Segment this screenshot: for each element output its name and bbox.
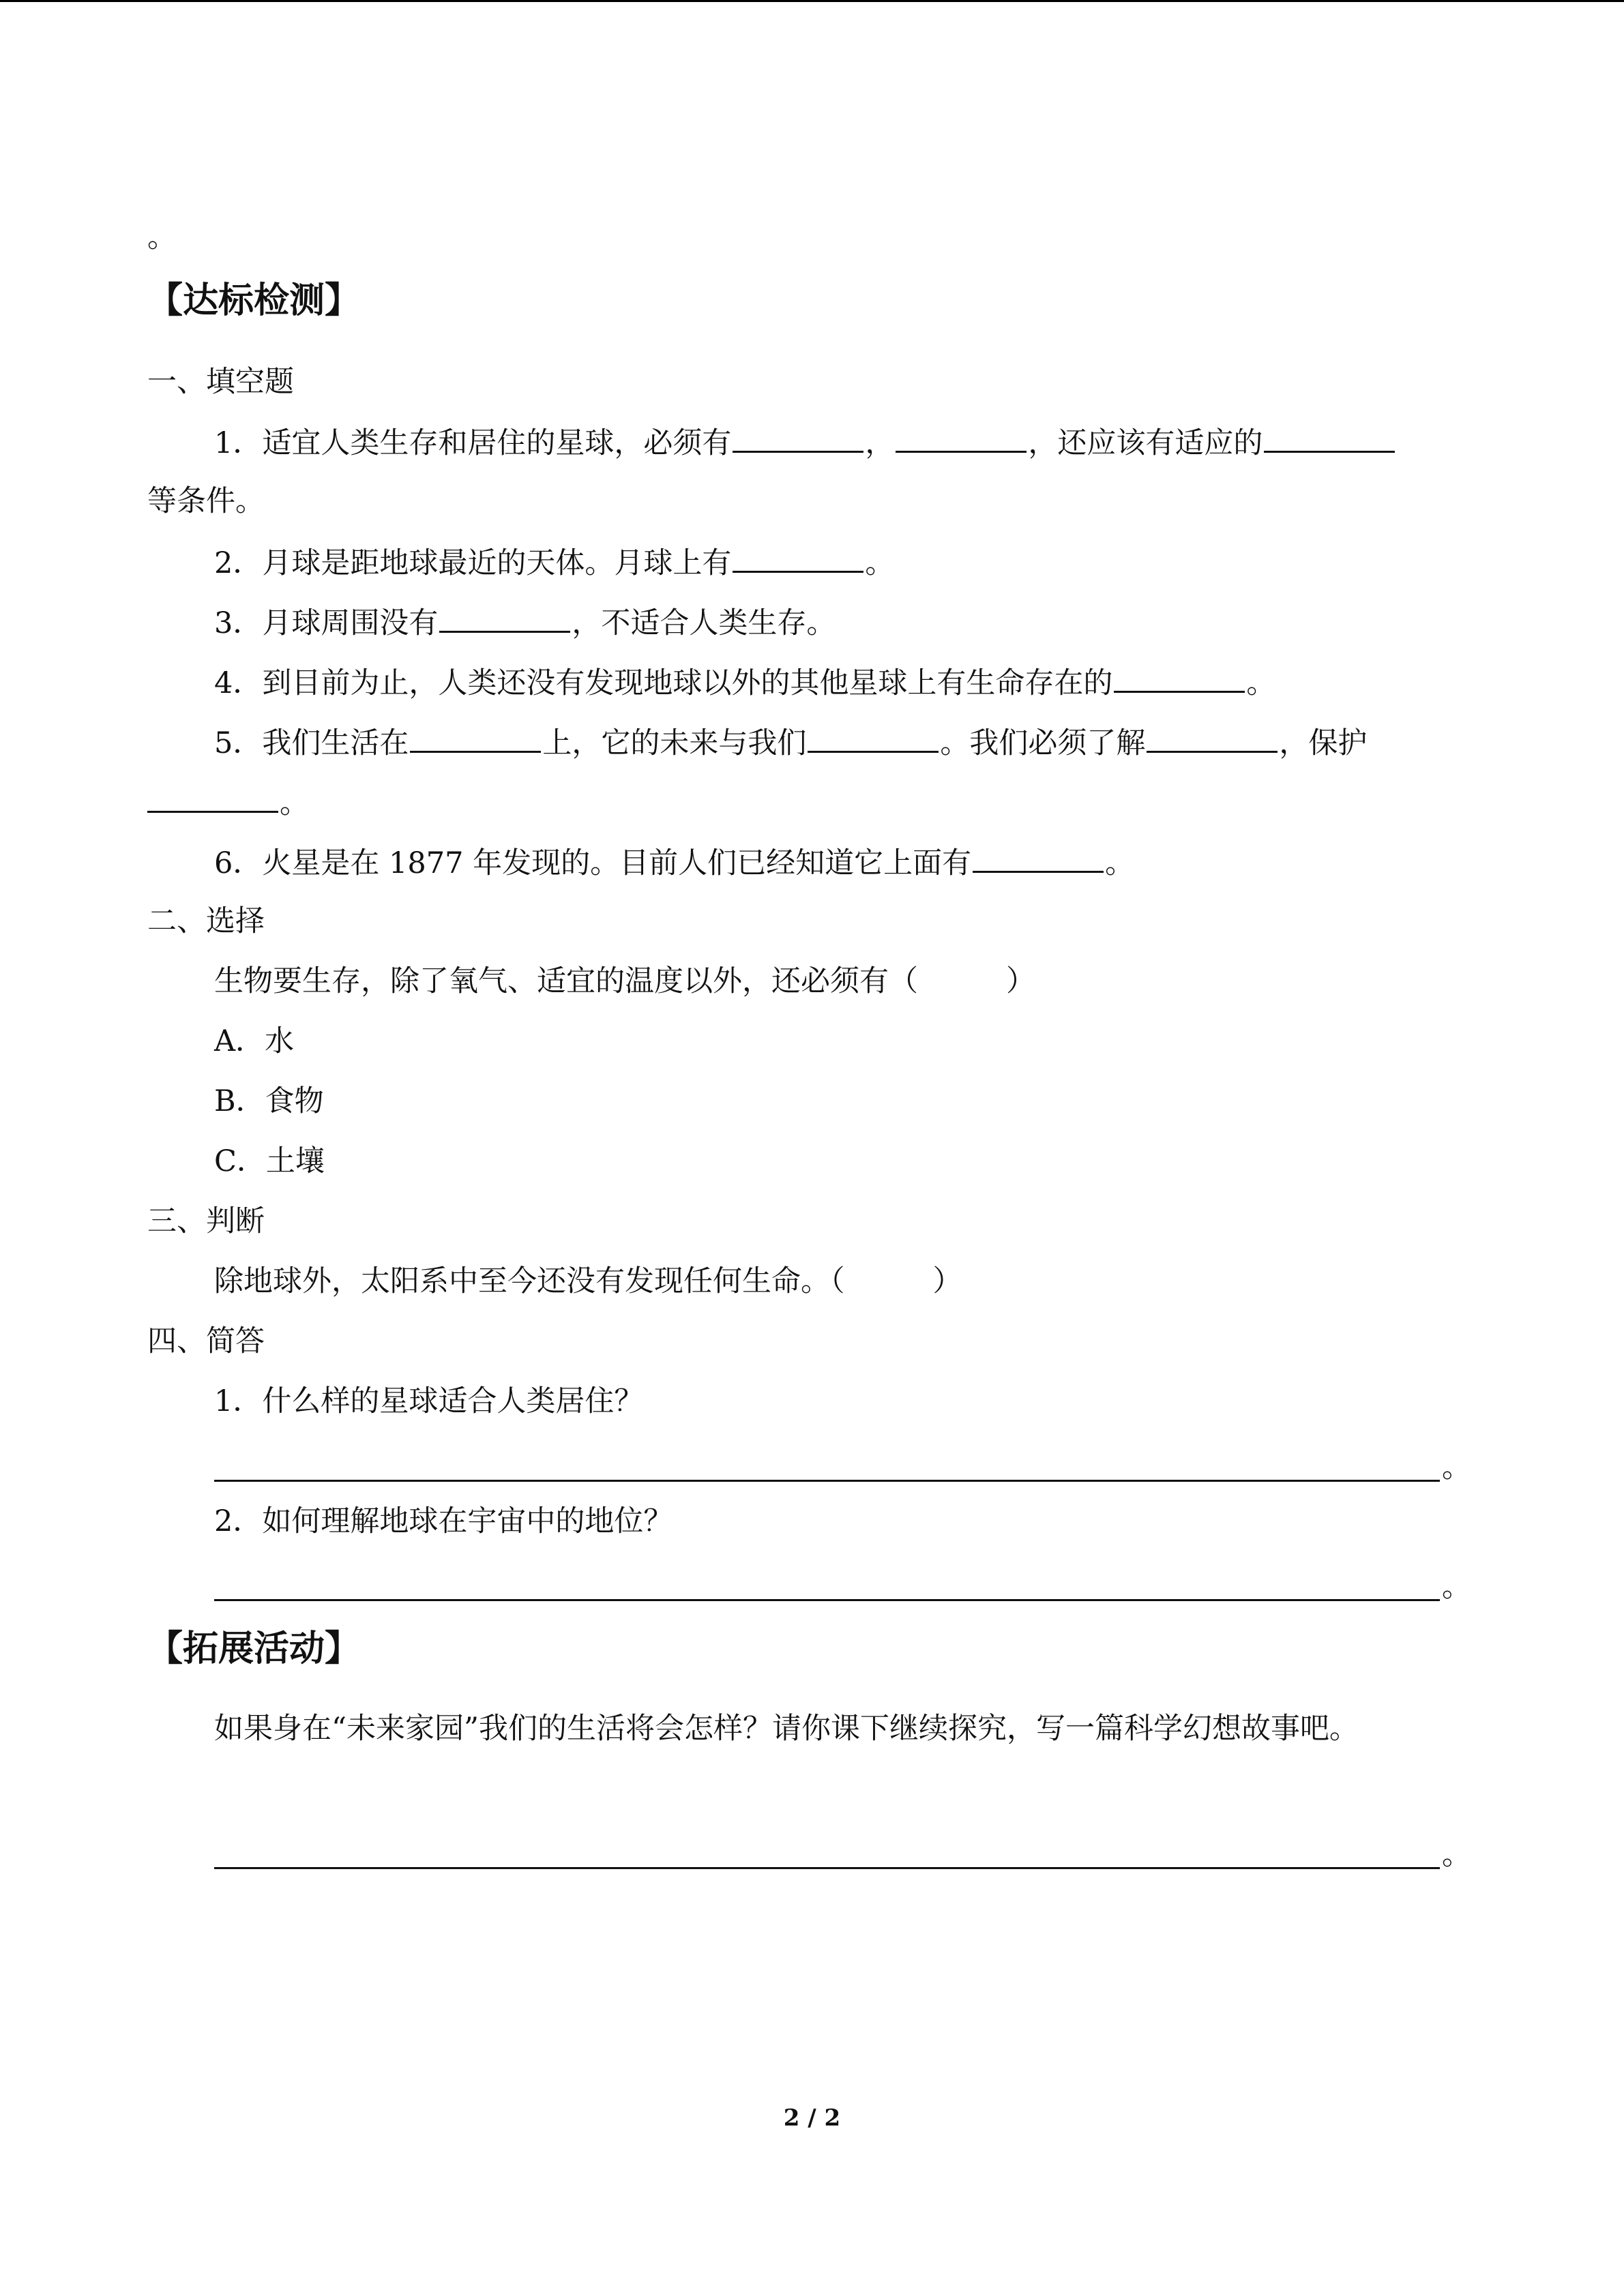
judge-heading: 三、判断	[147, 1204, 265, 1238]
answer-line[interactable]	[214, 1867, 1440, 1869]
fill-q5-text-d: ，保护	[1279, 726, 1368, 760]
fill-q2-text-b: 。	[865, 546, 895, 580]
answer-blank[interactable]	[733, 421, 863, 453]
fill-q1-text-c: ，还应该有适应的	[1028, 426, 1263, 460]
answer-blank[interactable]	[973, 841, 1104, 873]
answer-line[interactable]	[214, 1480, 1440, 1482]
fill-q3-text-b: ，不适合人类生存。	[572, 606, 836, 640]
fill-q5-text-e: 。	[280, 786, 309, 820]
answer-blank[interactable]	[1114, 661, 1245, 693]
fill-q5-text-a: 5．我们生活在	[214, 726, 409, 760]
fill-q5-text-c: 。我们必须了解	[940, 726, 1146, 760]
section-title-check: 【达标检测】	[147, 280, 361, 321]
fill-q5	[214, 721, 1367, 764]
section-title-extend: 【拓展活动】	[147, 1628, 361, 1669]
choice-option-c[interactable]: C．土壤	[214, 1144, 325, 1178]
short-q1: 1．什么样的星球适合人类居住？	[214, 1384, 644, 1418]
fill-heading: 一、填空题	[147, 365, 294, 399]
answer-blank[interactable]	[733, 541, 863, 573]
answer-blank[interactable]	[147, 781, 278, 813]
fill-q1-text-b: ，	[865, 426, 895, 460]
fill-q6	[214, 841, 1134, 884]
fill-q4-text-a: 4．到目前为止，人类还没有发现地球以外的其他星球上有生命存在的	[214, 666, 1113, 700]
answer-line-end: 。	[1442, 1450, 1471, 1485]
fill-q6-text-b: 。	[1105, 846, 1135, 880]
answer-blank[interactable]	[439, 601, 570, 633]
fill-q1	[214, 421, 1396, 464]
answer-blank[interactable]	[1264, 421, 1395, 453]
top-fragment: 。	[147, 220, 177, 254]
page-number: 2 / 2	[783, 2104, 841, 2132]
fill-q3-text-a: 3．月球周围没有	[214, 606, 439, 640]
answer-blank[interactable]	[1147, 721, 1278, 753]
fill-q4-text-b: 。	[1246, 666, 1276, 700]
judge-question: 除地球外，太阳系中至今还没有发现任何生命。（ ）	[214, 1264, 962, 1298]
choice-question: 生物要生存，除了氧气、适宜的温度以外，还必须有（ ）	[214, 964, 1035, 998]
fill-q2-text-a: 2．月球是距地球最近的天体。月球上有	[214, 546, 732, 580]
answer-line-end: 。	[1442, 1570, 1471, 1604]
fill-q1-text-a: 1．适宜人类生存和居住的星球，必须有	[214, 426, 732, 460]
fill-q5-text-b: 上，它的未来与我们	[542, 726, 807, 760]
fill-q1-cont: 等条件。	[147, 484, 265, 518]
fill-q6-text-a: 6．火星是在 1877 年发现的。目前人们已经知道它上面有	[214, 846, 972, 880]
answer-blank[interactable]	[896, 421, 1027, 453]
fill-q3	[214, 601, 836, 644]
answer-line[interactable]	[214, 1599, 1440, 1601]
short-heading: 四、简答	[147, 1324, 265, 1358]
extend-prompt: 如果身在“未来家园”我们的生活将会怎样？请你课下继续探究，写一篇科学幻想故事吧。	[214, 1712, 1359, 1746]
fill-q2	[214, 541, 894, 584]
fill-q4	[214, 661, 1275, 704]
choice-heading: 二、选择	[147, 904, 265, 938]
choice-option-a[interactable]: A．水	[214, 1024, 295, 1058]
answer-line-end: 。	[1442, 1838, 1471, 1872]
short-q2: 2．如何理解地球在宇宙中的地位？	[214, 1504, 673, 1538]
answer-blank[interactable]	[808, 721, 939, 753]
choice-option-b[interactable]: B．食物	[214, 1084, 324, 1118]
fill-q5-cont	[147, 781, 309, 824]
top-border	[0, 0, 1624, 2]
answer-blank[interactable]	[410, 721, 541, 753]
